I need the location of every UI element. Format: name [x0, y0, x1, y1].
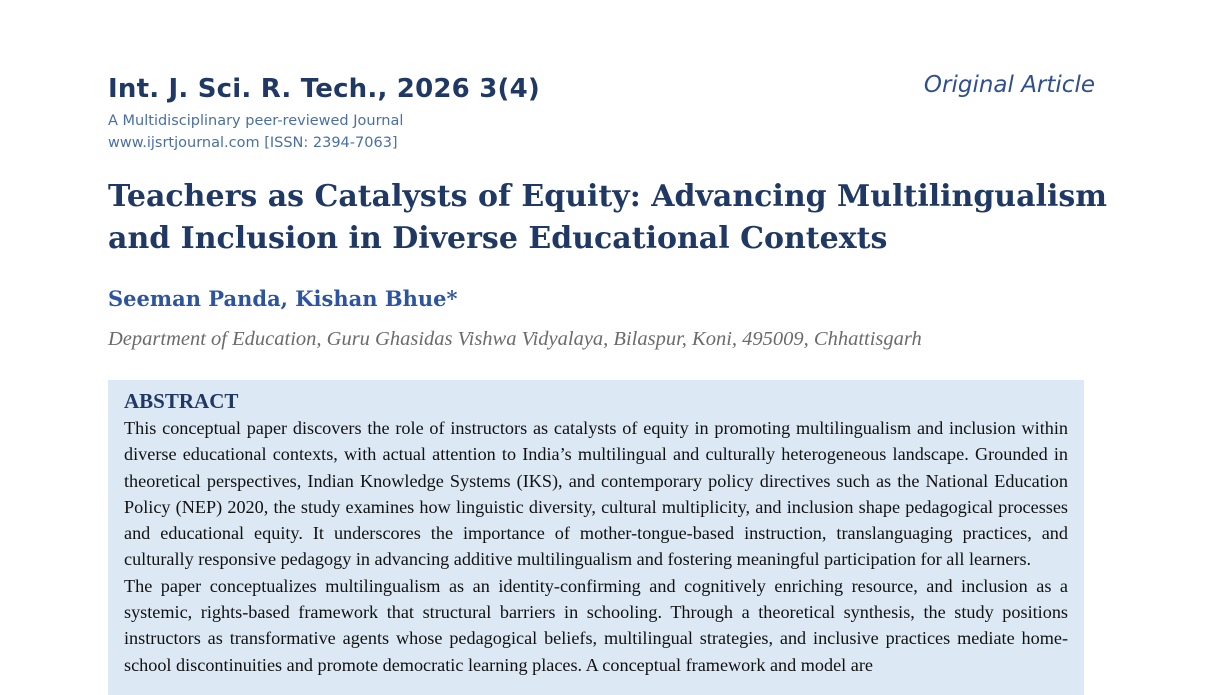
- paper-authors: Seeman Panda, Kishan Bhue*: [108, 286, 458, 311]
- paper-affiliation: Department of Education, Guru Ghasidas Vishwa Vidyalaya, Bilaspur, Koni, 495009, Chhattisgarh: [108, 328, 922, 350]
- paper-title: Teachers as Catalysts of Equity: Advancing Multilingualism and Inclusion in Diverse Educational Contexts: [108, 179, 1107, 256]
- abstract-heading: ABSTRACT: [124, 389, 239, 413]
- journal-website[interactable]: www.ijsrtjournal.com [ISSN: 2394-7063]: [108, 135, 398, 151]
- journal-title: Int. J. Sci. R. Tech., 2026 3(4): [108, 74, 540, 104]
- abstract-paragraph: The paper conceptualizes multilingualism as an identity-confirming and cognitively enriching resource, and inclusion as a systemic, rights-based framework that structural barriers in schooling. Through a theoretical synthesis, the study positions instructors as transformative agents whose pedagogical beliefs, multilingual strategies, and inclusive practices mediate home-school discontinuities and promote democratic learning places. A conceptual framework and model are: [124, 575, 1068, 675]
- abstract-section: [108, 380, 1084, 695]
- journal-subtitle: A Multidisciplinary peer-reviewed Journal: [108, 113, 404, 129]
- article-type-label: Original Article: [923, 72, 1095, 98]
- abstract-paragraph: This conceptual paper discovers the role of instructors as catalysts of equity in promoting multilingualism and inclusion within diverse educational contexts, with actual attention to India’s multilingual and culturally heterogeneous landscape. Grounded in theoretical perspectives, Indian Knowledge Systems (IKS), and contemporary policy directives such as the National Education Policy (NEP) 2020, the study examines how linguistic diversity, cultural multiplicity, and inclusion shape pedagogical processes and educational equity. It underscores the importance of mother-tongue-based instruction, translanguaging practices, and culturally responsive pedagogy in advancing additive multilingualism and fostering meaningful participation for all learners.: [124, 418, 1068, 570]
